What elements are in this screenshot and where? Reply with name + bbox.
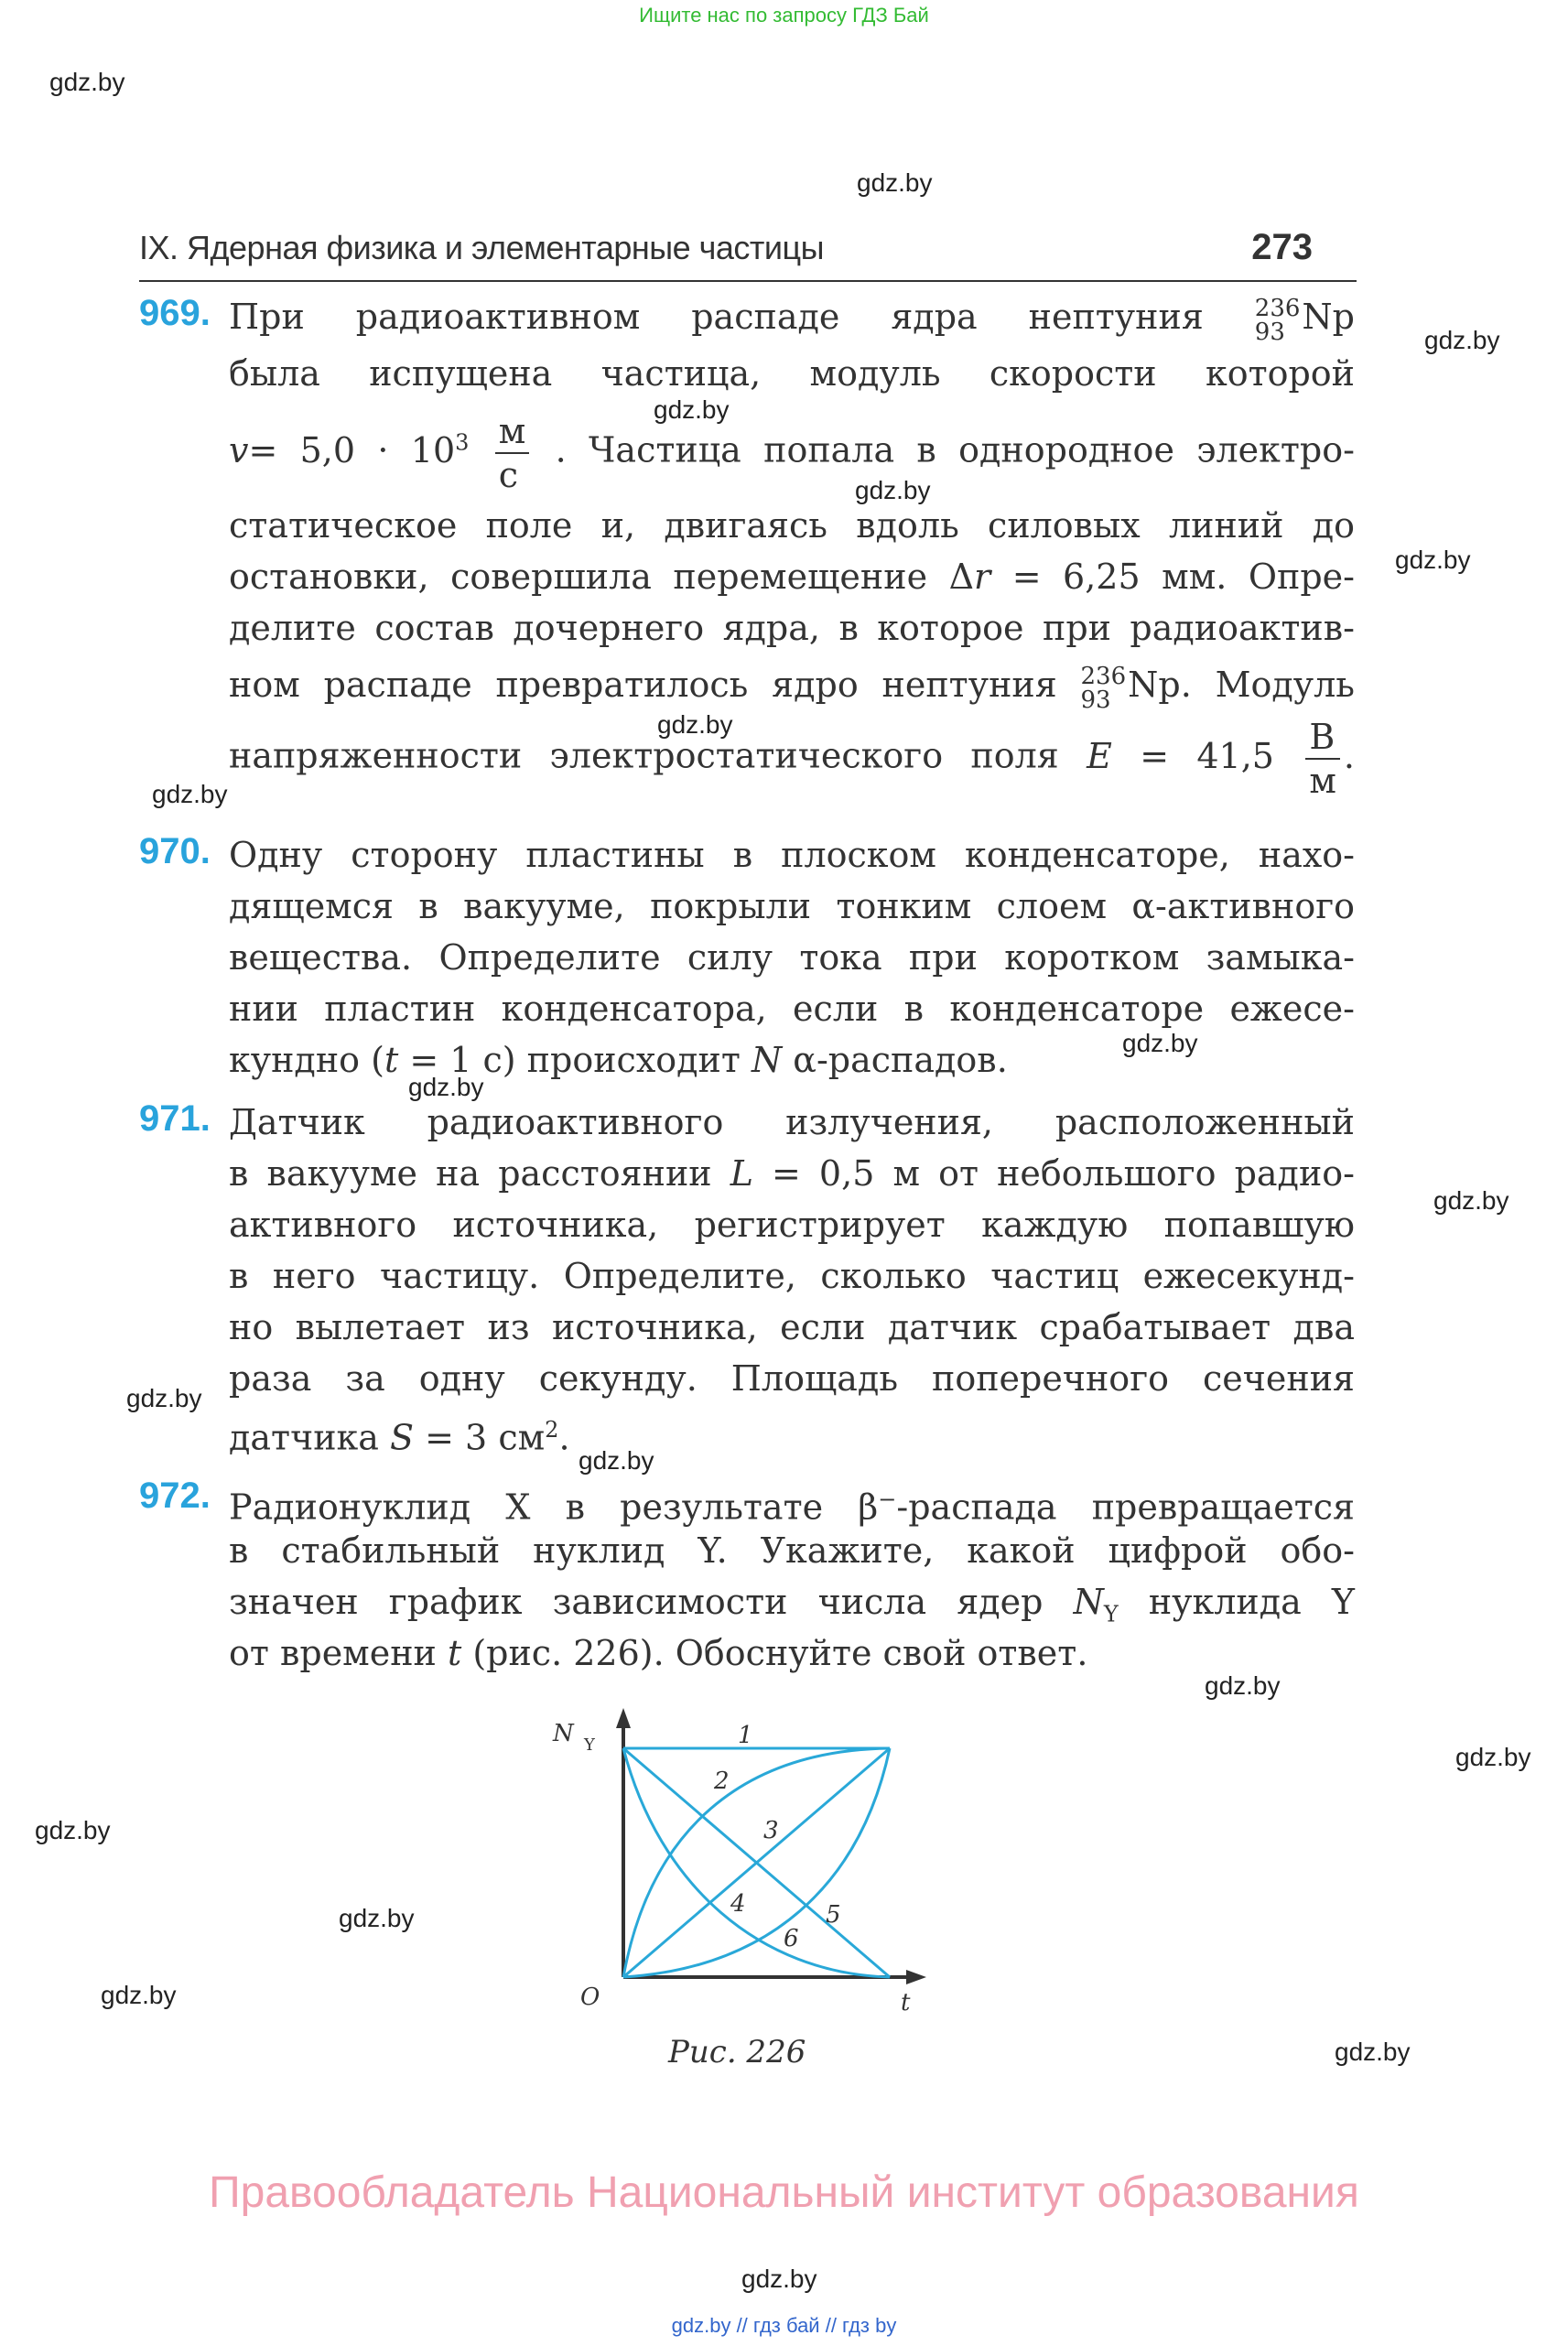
text-segment: кундно ( [229, 1040, 384, 1080]
superscript: − [878, 1487, 897, 1512]
problem-line: но вылетает из источника, если датчик срабатывает два [229, 1307, 1355, 1347]
x-axis-arrow [906, 1970, 926, 1984]
text-segment: = 5,0 · 10 [248, 429, 456, 470]
problem-line: вещества. Определите силу тока при коротком замыка- [229, 937, 1355, 978]
charge-number: 93 [1080, 686, 1111, 714]
problem-line: делите состав дочернего ядра, в которое при радиоактив- [229, 608, 1355, 648]
problem-line [229, 291, 1355, 344]
curve-label-1: 1 [738, 1722, 753, 1749]
text-segment: значен график зависимости числа ядер [229, 1582, 1074, 1622]
watermark: gdz.by [1395, 546, 1471, 574]
promo-banner: Ищите нас по запросу ГДЗ Бай [639, 4, 929, 27]
text-segment: α-распадов. [782, 1040, 1008, 1080]
text-segment: датчика [229, 1417, 391, 1458]
text-segment: = 3 см [414, 1417, 546, 1458]
curve-label-5: 5 [826, 1901, 841, 1929]
element-symbol: Np [1302, 297, 1355, 337]
y-axis-label: N [553, 1720, 574, 1747]
problem-line: статическое поле и, двигаясь вдоль силовых линий до [229, 505, 1355, 546]
text-segment: Радионуклид X в результате β [229, 1487, 879, 1528]
problem-line: была испущена частица, модуль скорости которой [229, 353, 1355, 394]
watermark: gdz.by [1433, 1186, 1509, 1215]
watermark: gdz.by [857, 168, 933, 197]
problem-line: Датчик радиоактивного излучения, расположенный [229, 1102, 1355, 1142]
watermark: gdz.by [654, 395, 730, 424]
running-header [139, 225, 1357, 282]
watermark: gdz.by [1455, 1743, 1531, 1771]
figure-caption: Рис. 226 [668, 2034, 806, 2070]
watermark: gdz.by [126, 1384, 202, 1412]
problem-line: раза за одну секунду. Площадь поперечного сечения [229, 1358, 1355, 1399]
text-segment: При радиоактивном распаде ядра нептуния [229, 297, 1204, 337]
watermark: gdz.by [579, 1446, 654, 1475]
problem-line: дящемся в вакууме, покрыли тонким слоем α-активного [229, 886, 1355, 926]
mass-number: 236 [1254, 294, 1301, 322]
var-E: E [1087, 735, 1112, 776]
watermark: gdz.by [35, 1816, 111, 1844]
watermark: gdz.by [339, 1904, 415, 1932]
element-symbol: Np [1128, 665, 1181, 705]
text-segment: = 6,25 мм. Опре- [990, 557, 1355, 597]
figure-226 [531, 1703, 952, 2050]
problem-line: напряженности электростатического поля E = 41,5 $\frac{В}{м}$ . [229, 717, 1355, 801]
subscript: Y [1103, 1601, 1119, 1627]
text-segment: = 0,5 м от небольшого радио- [752, 1153, 1355, 1194]
nuclide-np [1254, 294, 1355, 346]
problem-line [229, 1148, 1355, 1199]
nuclide-np [1080, 662, 1355, 714]
problem-line: в стабильный нуклид Y. Укажите, какой цифрой обо- [229, 1530, 1355, 1571]
footer-links: gdz.by // гдз бай // гдз by [671, 2314, 897, 2337]
problem-number: 970. [139, 831, 211, 871]
text-segment: нуклида Y [1118, 1582, 1356, 1622]
problem-line: активного источника, регистрирует каждую попавшую [229, 1205, 1355, 1245]
problem-line: нии пластин конденсатора, если в конденсаторе ежесе- [229, 989, 1355, 1029]
unit-denominator: м [1309, 761, 1336, 801]
problem-line [229, 411, 1355, 495]
text-segment: ном распаде превратилось ядро нептуния [229, 665, 1057, 705]
problem-line [229, 1034, 1355, 1086]
problem-line: датчика S = 3 $см^2$. [229, 1417, 570, 1458]
unit-denominator: с [498, 455, 519, 495]
problem-line: в него частицу. Определите, сколько частиц ежесекунд- [229, 1256, 1355, 1296]
watermark: gdz.by [49, 68, 125, 96]
watermark: gdz.by [1335, 2038, 1411, 2066]
text-segment: (рис. 226). Обоснуйте свой ответ. [461, 1633, 1088, 1673]
chapter-title: IX. Ядерная физика и элементарные частицы [139, 229, 825, 266]
watermark: gdz.by [1424, 326, 1500, 354]
text-segment: в вакууме на расстоянии [229, 1153, 730, 1194]
curve-label-4: 4 [730, 1890, 746, 1918]
mass-number: 236 [1080, 662, 1127, 690]
problem-line [229, 551, 1355, 602]
var-t: t [384, 1040, 399, 1080]
text-segment: -распада превращается [896, 1487, 1355, 1528]
text-segment: = 1 с) происходит [398, 1040, 752, 1080]
problem-number: 972. [139, 1476, 211, 1516]
exponent: 2 [545, 1417, 559, 1443]
x-axis-label: t [901, 1989, 911, 2016]
exponent: 3 [455, 428, 470, 455]
watermark: gdz.by [152, 780, 228, 808]
curve-label-3: 3 [763, 1817, 779, 1844]
problem-line [229, 1474, 1355, 1533]
problem-number: 971. [139, 1098, 211, 1139]
watermark: gdz.by [101, 1981, 177, 2009]
var-N: N [751, 1040, 783, 1080]
var-v: v [229, 429, 249, 470]
problem-line: Одну сторону пластины в плоском конденсаторе, нахо- [229, 835, 1355, 875]
unit-numerator: м [495, 414, 530, 454]
var-r: r [974, 557, 991, 597]
curves-group [623, 1748, 890, 1977]
text-segment: . Модуль [1180, 665, 1355, 705]
var-t: t [447, 1633, 462, 1673]
problem-line [229, 1627, 1355, 1679]
y-axis-subscript: Y [584, 1735, 595, 1755]
unit-numerator: В [1305, 719, 1340, 760]
text-segment: остановки, совершила перемещение Δ [229, 557, 975, 597]
problem-number: 969. [139, 293, 211, 333]
figure-svg [531, 1703, 952, 2050]
var-S: S [390, 1417, 415, 1458]
unit-fraction [495, 411, 530, 495]
problem-line [229, 659, 1355, 712]
watermark: gdz.by [741, 2265, 817, 2293]
copyright-notice: Правообладатель Национальный институт образования [209, 2168, 1359, 2217]
unit-fraction [1305, 717, 1340, 801]
page-number: 273 [1251, 227, 1313, 267]
origin-label: O [580, 1984, 600, 2011]
text-segment: от времени [229, 1633, 448, 1673]
var-L: L [730, 1153, 753, 1194]
watermark: gdz.by [1122, 1029, 1198, 1057]
watermark: gdz.by [855, 476, 931, 504]
watermark: gdz.by [1205, 1671, 1281, 1700]
charge-number: 93 [1254, 318, 1285, 346]
text-segment: напряженности электростатического поля [229, 735, 1059, 776]
watermark: gdz.by [657, 710, 733, 739]
text-segment: . Частица попала в однородное электро- [555, 429, 1355, 470]
curve-label-2: 2 [714, 1768, 730, 1795]
text-segment: = 41,5 [1111, 735, 1274, 776]
watermark: gdz.by [408, 1073, 484, 1101]
var-N: N [1073, 1582, 1104, 1622]
curve-label-6: 6 [784, 1925, 799, 1952]
y-axis-arrow [616, 1708, 631, 1728]
